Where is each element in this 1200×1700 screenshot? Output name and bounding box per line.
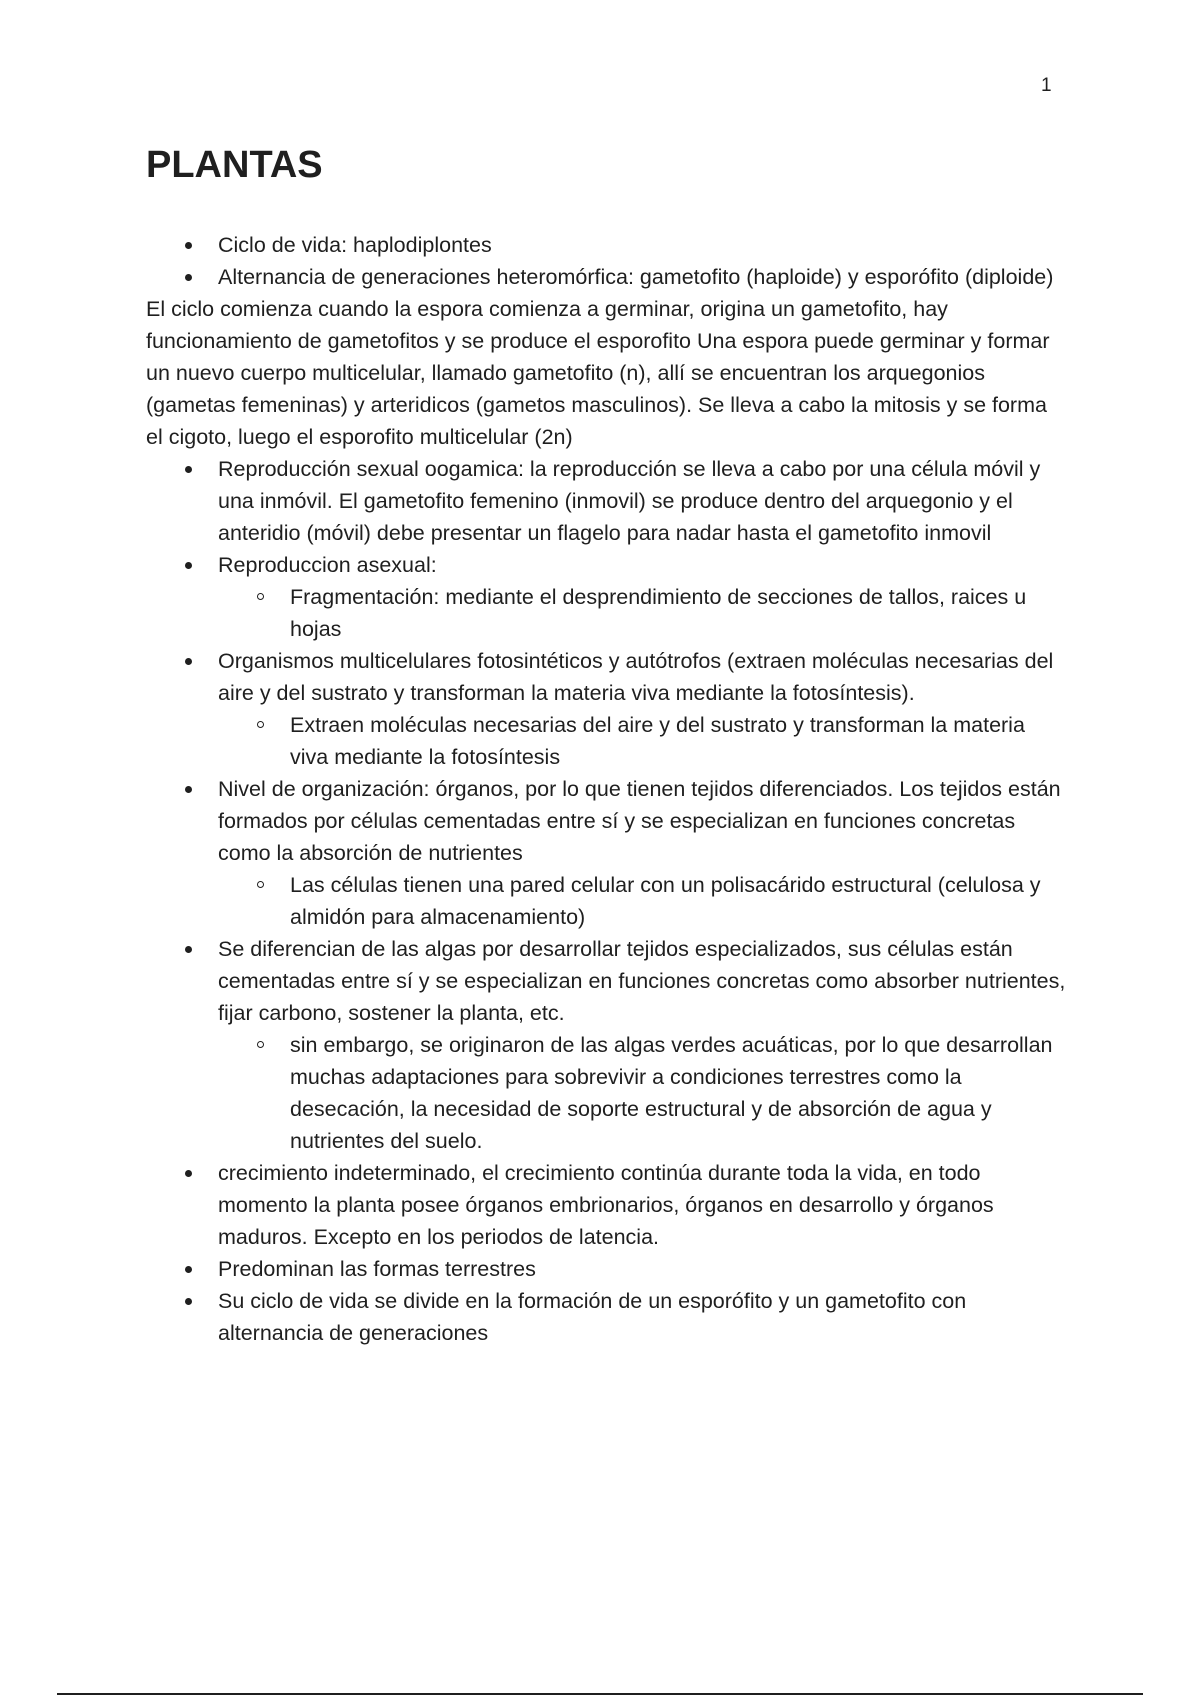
characteristics-list xyxy=(146,453,1066,1349)
sub-list-item: Extraen moléculas necesarias del aire y del sustrato y transforman la materia viva mediante la fotosíntesis xyxy=(146,709,1066,773)
list-item: Ciclo de vida: haplodiplontes xyxy=(146,229,1066,261)
sub-list-item: Fragmentación: mediante el desprendimiento de secciones de tallos, raices u hojas xyxy=(146,581,1066,645)
list-item xyxy=(146,933,1066,1157)
sub-list-item: sin embargo, se originaron de las algas verdes acuáticas, por lo que desarrollan muchas adaptaciones para sobrevivir a condiciones terrestres como la desecación, la necesidad de soporte estructural y de absorción de agua y nutrientes del suelo. xyxy=(146,1029,1066,1157)
sub-list xyxy=(218,1029,1066,1157)
page-title: PLANTAS xyxy=(146,144,323,186)
list-item xyxy=(146,645,1066,773)
sub-list-item: Las células tienen una pared celular con un polisacárido estructural (celulosa y almidón para almacenamiento) xyxy=(146,869,1066,933)
list-item xyxy=(146,453,1066,549)
page-number: 1 xyxy=(1041,75,1052,96)
list-item-text: Reproducción sexual oogamica: la reproducción se lleva a cabo por una célula móvil y una inmóvil. El gametofito femenino (inmovil) se produce dentro del arquegonio y el anteridio (móvil) debe presentar un flagelo para nadar hasta el gametofito inmovil xyxy=(218,457,1041,545)
intro-list xyxy=(146,229,1066,293)
list-item xyxy=(146,1253,1066,1285)
sub-list xyxy=(218,709,1066,773)
document-body xyxy=(146,229,1066,1349)
cycle-paragraph: El ciclo comienza cuando la espora comienza a germinar, origina un gametofito, hay funcionamiento de gametofitos y se produce el esporofito Una espora puede germinar y formar un nuevo cuerpo multicelular, llamado gametofito (n), allí se encuentran los arquegonios (gametas femeninas) y arteridicos (gametos masculinos). Se lleva a cabo la mitosis y se forma el cigoto, luego el esporofito multicelular (2n) xyxy=(146,297,1050,449)
list-item: Alternancia de generaciones heteromórfica: gametofito (haploide) y esporófito (diploide) xyxy=(146,261,1066,293)
list-item-text: Nivel de organización: órganos, por lo que tienen tejidos diferenciados. Los tejidos están formados por células cementadas entre sí y se especializan en funciones concretas como la absorción de nutrientes xyxy=(218,777,1061,865)
list-item xyxy=(146,1285,1066,1349)
list-item-text: Predominan las formas terrestres xyxy=(218,1257,536,1281)
list-item-text: Organismos multicelulares fotosintéticos y autótrofos (extraen moléculas necesarias del aire y del sustrato y transforman la materia viva mediante la fotosíntesis). xyxy=(218,649,1054,705)
list-item xyxy=(146,1157,1066,1253)
list-item-text: crecimiento indeterminado, el crecimiento continúa durante toda la vida, en todo momento la planta posee órganos embrionarios, órganos en desarrollo y órganos maduros. Excepto en los periodos de latencia. xyxy=(218,1161,994,1249)
list-item-text: Se diferencian de las algas por desarrollar tejidos especializados, sus células están cementadas entre sí y se especializan en funciones concretas como absorber nutrientes, fijar carbono, sostener la planta, etc. xyxy=(218,937,1066,1025)
list-item xyxy=(146,773,1066,933)
sub-list xyxy=(218,581,1066,645)
list-item xyxy=(146,549,1066,645)
bottom-divider xyxy=(57,1693,1143,1695)
sub-list xyxy=(218,869,1066,933)
list-item-text: Su ciclo de vida se divide en la formación de un esporófito y un gametofito con alternancia de generaciones xyxy=(218,1289,967,1345)
list-item-text: Reproduccion asexual: xyxy=(218,553,437,577)
